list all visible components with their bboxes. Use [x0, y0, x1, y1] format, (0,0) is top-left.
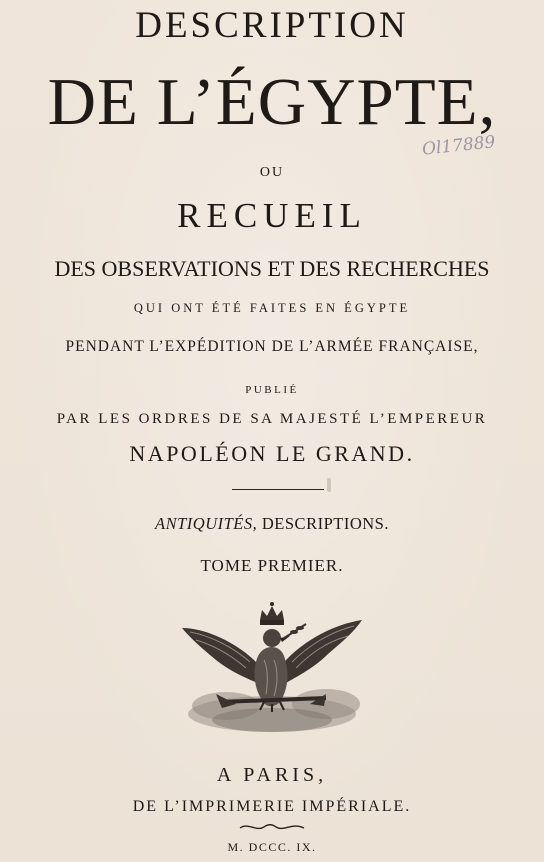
antiquites-label: ANTIQUITÉS,: [155, 514, 258, 533]
subtitle-qui-ont: QUI ONT ÉTÉ FAITES EN ÉGYPTE: [133, 301, 411, 315]
conjunction-ou: OU: [259, 165, 285, 180]
napoleon-name: NAPOLÉON LE GRAND.: [129, 441, 415, 466]
publie-label: PUBLIÉ: [245, 384, 299, 396]
divider-rule: [232, 489, 324, 490]
title-line-1: DESCRIPTION: [135, 5, 409, 46]
title-line-2: DE L’ÉGYPTE,: [47, 65, 497, 139]
imperial-eagle-crown-icon: [176, 598, 366, 744]
imprint-imprimerie: DE L’IMPRIMERIE IMPÉRIALE.: [132, 798, 412, 815]
publication-date: M. DCCC. IX.: [227, 840, 317, 854]
subtitle-observations: DES OBSERVATIONS ET DES RECHERCHES: [54, 256, 490, 281]
flourish-ornament-icon: [238, 821, 306, 833]
subtitle-pendant: PENDANT L’EXPÉDITION DE L’ARMÉE FRANÇAISE,: [65, 338, 479, 355]
par-les-ordres: PAR LES ORDRES DE SA MAJESTÉ L’EMPEREUR: [56, 411, 488, 427]
volume-subject: [0, 514, 544, 534]
descriptions-label: DESCRIPTIONS.: [257, 514, 389, 533]
subtitle-recueil: RECUEIL: [177, 196, 367, 235]
ink-smudge: [327, 478, 331, 492]
library-stamp: Ol17889: [421, 132, 497, 160]
tome-label: TOME PREMIER.: [200, 556, 344, 575]
place-paris: A PARIS,: [216, 764, 328, 786]
